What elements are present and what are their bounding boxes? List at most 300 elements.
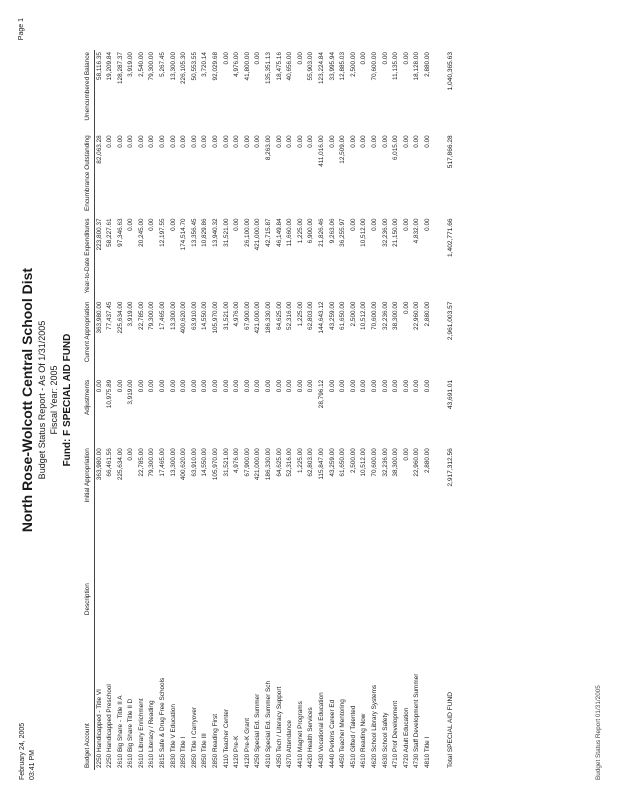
row-ytd: 36,255.97 [339,218,347,247]
row-adjustments: 0.00 [254,379,262,393]
row-description [306,524,317,617]
row-adjustments: 0.00 [370,379,378,393]
table-row [222,50,233,770]
row-description [126,524,137,617]
row-initial: 62,803.00 [307,448,315,477]
row-ytd: 21,826.46 [317,218,325,247]
table-row [105,50,116,770]
row-description [381,524,392,617]
table-row [306,50,317,770]
row-initial: 4,976.00 [233,448,241,474]
table-row [137,50,148,770]
row-adjustments: 0.00 [402,379,410,393]
row-balance: 2,540.00 [137,52,145,77]
row-adjustments: 0.00 [275,379,283,393]
row-account: 4630 School Safety [381,712,389,768]
row-account: 4410 Magnet Programs [296,701,304,768]
row-adjustments: 0.00 [180,379,188,393]
row-account: 2610 Literacy / Reading [148,700,156,768]
row-current: 43,259.00 [328,301,336,330]
row-encumbrance: 0.00 [180,135,188,148]
table-row [243,50,254,770]
row-ytd: 10,829.86 [201,218,209,247]
row-initial: 52,316.00 [286,448,294,477]
row-ytd: 42,715.87 [265,218,272,247]
row-description [423,524,434,617]
row-account: 4120 Pre-K [233,735,241,768]
row-current: 3,919.00 [127,301,135,327]
table-row [370,50,381,770]
total-current: 2,961,003.57 [446,301,454,341]
row-account: 4370 Attendance [286,720,294,768]
row-adjustments: 0.00 [190,379,198,393]
row-adjustments: 0.00 [328,379,336,393]
row-balance: 55,903.00 [307,52,315,81]
row-initial: 22,785.00 [137,448,145,477]
row-encumbrance: 0.00 [328,135,336,148]
row-encumbrance: 0.00 [148,135,156,148]
table-row [285,50,296,770]
row-initial: 64,625.00 [275,448,283,477]
row-encumbrance: 0.00 [243,135,251,148]
col-unencumbered-balance: Unencumbered Balance [84,50,94,133]
row-ytd: 1,225.00 [296,218,304,244]
row-encumbrance: 0.00 [212,135,220,148]
row-adjustments: 0.00 [212,379,220,393]
total-ytd: 1,402,771.66 [446,218,454,257]
row-current: 62,803.00 [307,301,315,330]
table-row [169,50,180,770]
row-current: 10,512.00 [360,301,368,330]
row-account: 2850 Title I Carryover [190,706,198,768]
row-account: 4730 Staff Development Summer [413,673,421,768]
row-adjustments: 0.00 [222,379,230,393]
row-ytd: 0.00 [148,218,156,231]
row-initial: 1,225.00 [296,448,304,474]
row-account: 4440 Perkins Career Ed [328,699,336,768]
row-adjustments: 0.00 [413,379,421,393]
row-current: 105,970.00 [212,301,220,334]
fund-label: Fund: F SPECIAL AID FUND [62,333,73,467]
row-account: 4120 Pre-K Grant [243,717,251,768]
table-row [147,50,158,770]
row-account: 4510 Gifted / Talented [349,705,357,768]
row-balance: 41,800.00 [243,52,251,81]
row-description [285,524,296,617]
row-ytd: 0.00 [233,218,241,231]
row-initial: 22,960.00 [413,448,421,477]
row-encumbrance: 0.00 [201,135,209,148]
row-current: 400,620.00 [180,301,188,334]
row-initial: 10,512.00 [360,448,368,477]
row-account: 4620 School Library Systems [370,684,378,768]
row-ytd: 12,197.55 [159,218,167,247]
row-description [105,524,116,617]
row-adjustments: 0.00 [201,379,209,393]
row-ytd: 6,900.00 [307,218,315,244]
row-encumbrance: 0.00 [275,135,283,148]
row-initial: 0.00 [402,448,410,461]
row-current: 1,225.00 [296,301,304,327]
row-ytd: 0.00 [349,218,357,231]
row-ytd: 223,800.37 [95,218,103,251]
row-adjustments: 3,919.00 [127,379,135,405]
row-ytd: 31,521.00 [222,218,230,247]
row-ytd: 11,660.00 [286,218,294,247]
row-adjustments: 0.00 [243,379,251,393]
row-balance: 0.00 [296,52,304,65]
row-adjustments: 0.00 [159,379,167,393]
row-account: 4430 Vocational Education [317,692,325,768]
row-adjustments: 0.00 [148,379,156,393]
col-initial-appropriation: Initial Appropriation [84,446,94,524]
row-current: 13,300.00 [169,301,177,330]
row-current: 63,910.00 [190,301,198,330]
row-ytd: 13,356.45 [190,218,198,247]
row-balance: 3,919.00 [127,52,135,77]
row-current: 22,785.00 [137,301,145,330]
row-account: 4310 Special Ed. Summer Sch [265,680,272,768]
row-description [137,524,148,617]
row-description [243,524,254,617]
row-balance: 70,600.00 [370,52,378,81]
row-ytd: 97,346.63 [116,218,124,247]
district-name: North Rose-Wolcott Central School Dist [19,267,35,533]
row-description [391,524,402,617]
row-adjustments: 0.00 [423,379,431,393]
fiscal-year: Fiscal Year: 2005 [49,365,59,435]
row-encumbrance: 0.00 [413,135,421,148]
col-adjustments: Adjustments [84,378,94,446]
row-description [158,524,169,617]
row-adjustments: 0.00 [169,379,177,393]
report-title: Budget Status Report - As Of 1/31/2005 [37,320,47,480]
col-encumbrance: Encumbrance Outstanding [84,133,94,216]
row-ytd: 0.00 [423,218,431,231]
row-current: 363,980.00 [95,301,103,334]
print-date: February 24, 2005 [19,722,26,780]
row-balance: 5,267.45 [159,52,167,77]
row-account: 4720 Adult Education [402,707,410,768]
table-row [402,50,413,770]
table-row [158,50,169,770]
row-current: 52,316.00 [286,301,294,330]
row-balance: 33,995.94 [328,52,336,81]
table-row [423,50,434,770]
row-adjustments: 0.00 [95,379,103,393]
row-ytd: 421,000.00 [254,218,262,251]
total-initial: 2,917,312.56 [446,448,454,487]
row-current: 2,880.00 [423,301,431,327]
row-adjustments: 0.00 [296,379,304,393]
row-encumbrance: 0.00 [349,135,357,148]
row-encumbrance: 0.00 [381,135,389,148]
row-current: 2,500.00 [349,301,357,327]
row-balance: 0.00 [402,52,410,65]
row-account: 2850 Reading First [212,714,220,768]
row-encumbrance: 0.00 [254,135,262,148]
table-row [264,50,275,770]
row-account: 2815 Safe & Drug Free Schools [159,677,167,768]
row-account: 2250 Handicapped - Title VI [95,689,103,768]
row-initial: 61,650.00 [339,448,347,477]
row-balance: 11,135.00 [392,52,400,80]
row-ytd: 174,514.70 [180,218,188,251]
row-description [232,524,243,617]
row-ytd: 46,149.84 [275,218,283,247]
col-ytd-expenditures: Year-to-Date Expenditures [84,216,94,299]
row-ytd: 13,940.32 [212,218,220,247]
row-encumbrance: 0.00 [402,135,410,148]
row-encumbrance: 0.00 [296,135,304,148]
row-adjustments: 0.00 [233,379,241,393]
row-description [402,524,413,617]
row-account: 4250 Special Ed. Summer [254,693,262,768]
row-current: 4,976.00 [233,301,241,327]
row-balance: 2,880.00 [423,52,431,77]
row-account: 4810 Title I [423,736,431,768]
col-budget-account: Budget Account [84,617,94,770]
table-row [359,50,370,770]
row-adjustments: 0.00 [392,379,400,393]
row-current: 225,634.00 [116,301,124,334]
row-current: 144,643.12 [317,301,325,334]
row-description [147,524,158,617]
row-description [253,524,264,617]
row-adjustments: 0.00 [360,379,368,393]
table-row [211,50,222,770]
row-initial: 70,600.00 [370,448,378,477]
row-current: 22,960.00 [413,301,421,330]
row-ytd: 58,227.61 [106,218,114,247]
row-balance: 18,475.16 [275,52,283,81]
row-encumbrance: 411,016.00 [317,135,325,167]
row-adjustments: 0.00 [116,379,124,393]
row-balance: 13,300.00 [169,52,177,81]
row-description [370,524,381,617]
row-initial: 225,634.00 [116,448,124,481]
row-encumbrance: 0.00 [307,135,315,148]
row-adjustments: 0.00 [339,379,347,393]
row-balance: 226,105.30 [180,52,188,84]
row-description [222,524,233,617]
row-current: 79,300.00 [148,301,156,330]
row-description [328,524,339,617]
row-current: 64,625.00 [275,301,283,330]
col-current-appropriation: Current Appropriation [84,300,94,378]
row-adjustments: 0.00 [381,379,389,393]
row-balance: 4,976.00 [233,52,241,77]
table-row [253,50,264,770]
row-current: 61,650.00 [339,301,347,330]
row-ytd: 0.00 [169,218,177,231]
row-account: 4350 Tech / Literacy Support [275,686,283,768]
row-balance: 19,209.84 [106,52,114,81]
row-encumbrance: 12,509.00 [339,135,347,164]
row-balance: 128,287.37 [116,52,124,84]
row-adjustments: 0.00 [137,379,145,393]
row-initial: 17,465.00 [159,448,167,477]
row-description [190,524,201,617]
row-current: 38,300.00 [392,301,400,330]
row-ytd: 21,150.00 [392,218,400,247]
row-balance: 50,553.55 [190,52,198,81]
total-balance: 1,040,365.63 [446,52,454,91]
row-initial: 0.00 [127,448,135,461]
row-encumbrance: 0.00 [370,135,378,148]
row-account: 4710 Prof Development [392,700,400,768]
row-initial: 66,461.56 [106,448,114,477]
row-account: 2610 Big Share - Title II A [116,695,124,768]
table-row [275,50,286,770]
row-account: 4420 Health Services [307,707,315,768]
row-initial: 105,970.00 [212,448,220,481]
table-row [94,50,105,770]
row-description [317,524,328,617]
row-account: 2830 Title V Education [169,704,177,768]
row-encumbrance: 0.00 [222,135,230,148]
row-ytd: 26,100.00 [243,218,251,247]
row-initial: 32,236.00 [381,448,389,477]
total-row [434,50,457,770]
row-ytd: 32,236.00 [381,218,389,247]
budget-status-table [84,50,456,770]
row-balance: 0.00 [222,52,230,65]
row-ytd: 0.00 [402,218,410,231]
row-encumbrance: 0.00 [127,135,135,148]
row-initial: 186,330.00 [265,448,272,481]
row-description [211,524,222,617]
row-current: 421,000.00 [254,301,262,334]
row-current: 14,550.00 [201,301,209,330]
row-account: 2250 Handicapped Preschool [106,684,114,768]
row-description [264,524,275,617]
row-initial: 400,620.00 [180,448,188,481]
row-encumbrance: 0.00 [423,135,431,148]
table-row [317,50,328,770]
row-description [94,524,105,617]
row-ytd: 0.00 [370,218,378,231]
row-current: 70,600.00 [370,301,378,330]
row-encumbrance: 8,263.00 [265,135,272,161]
row-description [179,524,190,617]
row-adjustments: 0.00 [307,379,315,393]
table-row [381,50,392,770]
table-row [296,50,307,770]
row-encumbrance: 0.00 [169,135,177,148]
row-encumbrance: 0.00 [286,135,294,148]
row-encumbrance: 6,015.00 [392,135,400,161]
table-row [116,50,127,770]
row-adjustments: 0.00 [286,379,294,393]
row-balance: 0.00 [254,52,262,65]
row-balance: 2,500.00 [349,52,357,77]
row-initial: 79,300.00 [148,448,156,477]
row-adjustments: 0.00 [265,379,272,393]
table-row [328,50,339,770]
row-current: 186,330.00 [265,301,272,334]
table-row [391,50,402,770]
row-current: 77,437.45 [106,301,114,330]
row-encumbrance: 82,063.28 [95,135,103,164]
page-number: Page 1 [18,18,25,41]
row-balance: 3,720.14 [201,52,209,77]
row-current: 0.00 [402,301,410,314]
print-time: 03:41 PM [29,750,36,780]
row-initial: 2,880.00 [423,448,431,474]
row-balance: 12,885.03 [339,52,347,81]
row-balance: 123,224.84 [317,52,325,84]
table-row [349,50,360,770]
total-label: Total SPECIAL AID FUND [446,692,454,768]
row-balance: 40,656.00 [286,52,294,81]
row-balance: 0.00 [360,52,368,65]
row-account: 2610 Library Enrichment [137,698,145,768]
row-encumbrance: 0.00 [360,135,368,148]
table-row [126,50,137,770]
table-row [232,50,243,770]
row-current: 31,521.00 [222,301,230,330]
row-description [275,524,286,617]
row-description [338,524,349,617]
row-initial: 363,980.00 [95,448,103,481]
row-initial: 38,300.00 [392,448,400,477]
row-current: 67,900.00 [243,301,251,330]
row-initial: 14,550.00 [201,448,209,477]
row-encumbrance: 0.00 [116,135,124,148]
row-balance: 58,116.35 [95,52,103,80]
row-balance: 79,300.00 [148,52,156,81]
row-encumbrance: 0.00 [159,135,167,148]
row-initial: 31,521.00 [222,448,230,477]
row-encumbrance: 0.00 [233,135,241,148]
row-description [412,524,423,617]
table-body [94,50,434,770]
row-current: 32,236.00 [381,301,389,330]
table-row [338,50,349,770]
row-initial: 13,300.00 [169,448,177,477]
table-row [190,50,201,770]
row-current: 17,465.00 [159,301,167,330]
table-row [200,50,211,770]
row-adjustments: 0.00 [349,379,357,393]
row-balance: 0.00 [381,52,389,65]
total-encumbrance: 517,866.28 [446,135,454,169]
total-adjustments: 43,691.01 [446,379,454,410]
row-encumbrance: 0.00 [106,135,114,148]
report-footer: Budget Status Report 01/31/2005 [595,685,602,780]
row-adjustments: 10,975.89 [106,379,114,409]
row-account: 4610 Reading Now [360,713,368,768]
row-description [116,524,127,617]
table-header-row [84,50,94,770]
row-ytd: 4,832.00 [413,218,421,244]
row-description [359,524,370,617]
row-description [169,524,180,617]
row-initial: 43,259.00 [328,448,336,477]
row-ytd: 9,263.06 [328,218,336,244]
row-description [200,524,211,617]
row-adjustments: 28,796.12 [317,379,325,409]
row-initial: 63,910.00 [190,448,198,477]
table-row [179,50,190,770]
row-description [349,524,360,617]
row-initial: 2,500.00 [349,448,357,474]
row-initial: 67,900.00 [243,448,251,477]
row-description [296,524,307,617]
row-account: 4110 Teacher Center [222,708,230,768]
row-initial: 115,847.00 [317,448,325,480]
